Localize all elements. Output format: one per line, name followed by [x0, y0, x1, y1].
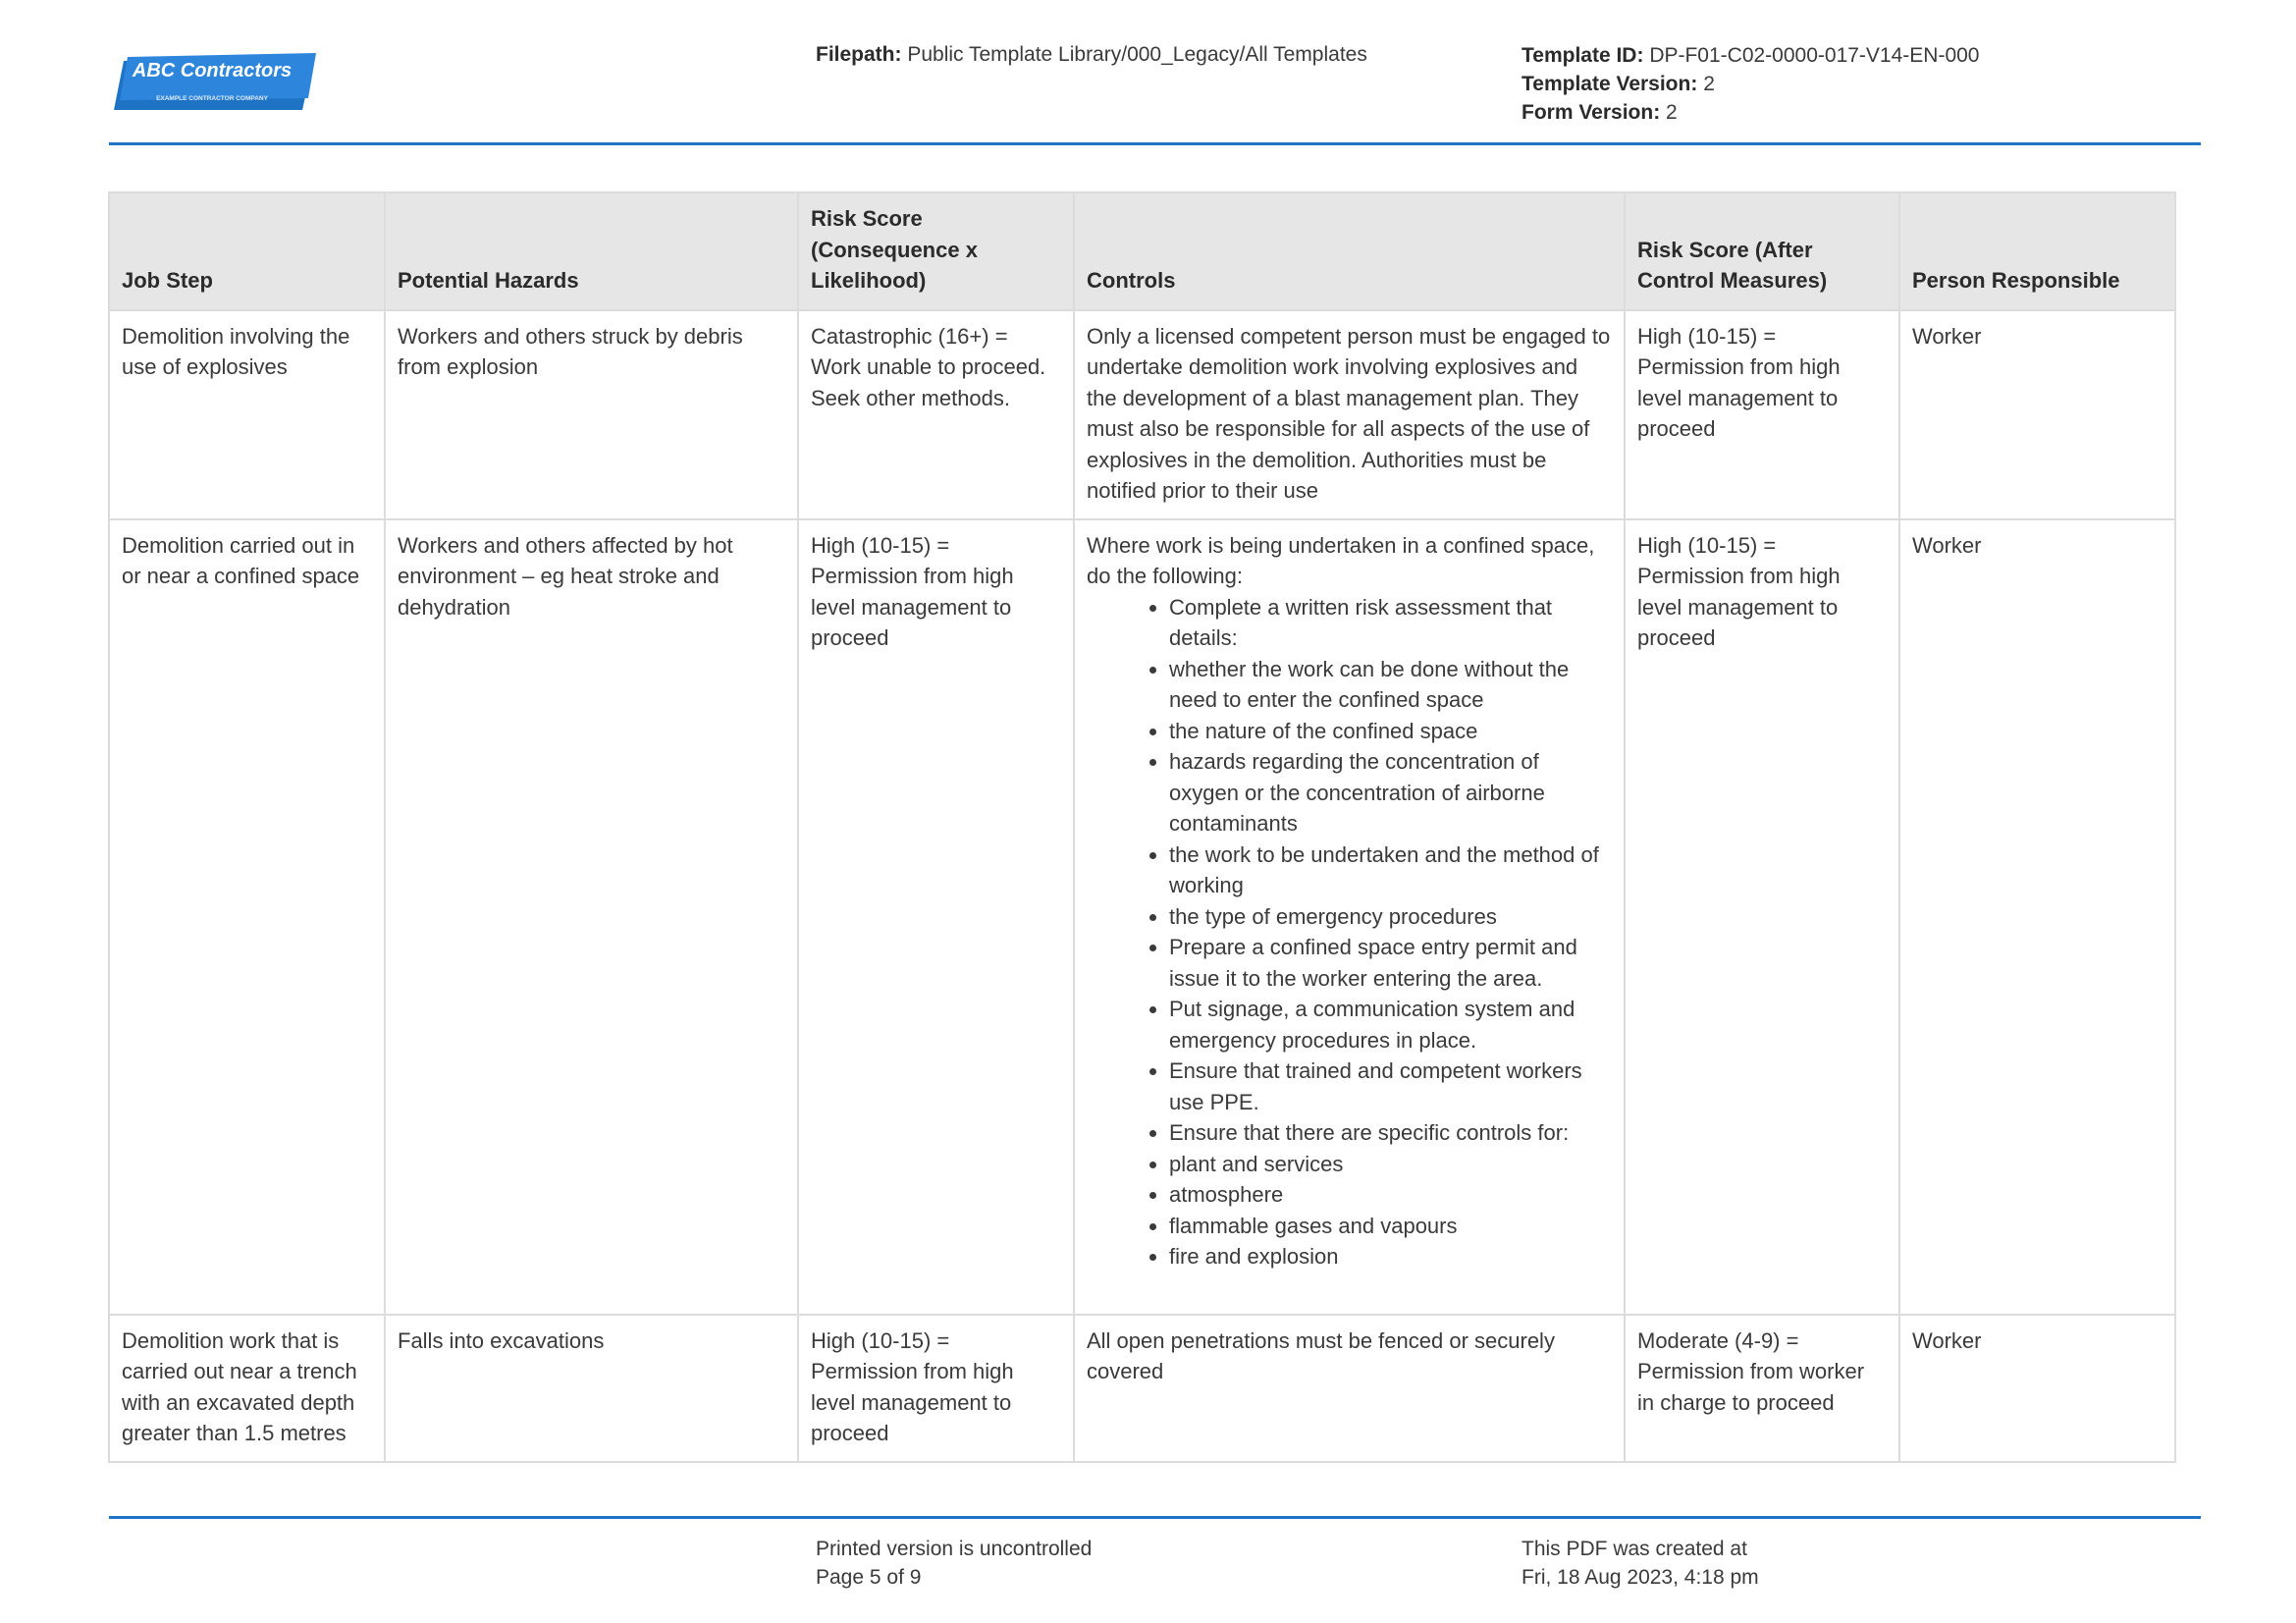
header-controls: Controls	[1074, 192, 1625, 310]
risk-assessment-table	[108, 191, 2176, 1463]
risk-score-cell: High (10-15) = Permission from high level management to proceed	[798, 519, 1074, 1315]
person-cell: Worker	[1899, 310, 2175, 519]
list-item: • fire and explosion	[1169, 1241, 1612, 1272]
job-step-cell: Demolition involving the use of explosives	[109, 310, 385, 519]
table-header-row	[109, 192, 2175, 310]
hazards-cell: Workers and others struck by debris from explosion	[385, 310, 798, 519]
list-item: • flammable gases and vapours	[1169, 1211, 1612, 1242]
form-version-value: 2	[1666, 101, 1678, 124]
filepath-label: Filepath:	[816, 43, 902, 66]
footer-left	[816, 1535, 1092, 1592]
header-risk-score-after: Risk Score (After Control Measures)	[1625, 192, 1899, 310]
job-step-cell: Demolition work that is carried out near a trench with an excavated depth greater than 1.5 metres	[109, 1315, 385, 1462]
list-item: • plant and services	[1169, 1149, 1612, 1180]
list-item: • Prepare a confined space entry permit and issue it to the worker entering the area.	[1169, 932, 1612, 994]
hazards-cell: Workers and others affected by hot environment – eg heat stroke and dehydration	[385, 519, 798, 1315]
form-version-label: Form Version:	[1522, 101, 1661, 124]
list-item: • Put signage, a communication system and emergency procedures in place.	[1169, 994, 1612, 1055]
list-item: • Ensure that trained and competent workers use PPE.	[1169, 1055, 1612, 1117]
header-person-responsible: Person Responsible	[1899, 192, 2175, 310]
table-row	[109, 1315, 2175, 1462]
list-item: • the nature of the confined space	[1169, 716, 1612, 747]
filepath-value: Public Template Library/000_Legacy/All Templates	[907, 43, 1367, 66]
risk-after-cell: High (10-15) = Permission from high level management to proceed	[1625, 310, 1899, 519]
list-item: • the work to be undertaken and the method of working	[1169, 839, 1612, 901]
list-item: • whether the work can be done without the need to enter the confined space	[1169, 654, 1612, 716]
risk-score-cell: Catastrophic (16+) = Work unable to proceed. Seek other methods.	[798, 310, 1074, 519]
list-item: • atmosphere	[1169, 1179, 1612, 1211]
logo-tagline: EXAMPLE CONTRACTOR COMPANY	[156, 95, 268, 102]
template-version	[1522, 70, 1979, 98]
created-timestamp: Fri, 18 Aug 2023, 4:18 pm	[1522, 1566, 1759, 1589]
controls-cell	[1074, 519, 1625, 1315]
page-number: Page 5 of 9	[816, 1566, 922, 1589]
logo-name: ABC Contractors	[132, 60, 293, 81]
template-version-label: Template Version:	[1522, 73, 1698, 95]
controls-cell	[1074, 310, 1625, 519]
job-step-cell: Demolition carried out in or near a confined space	[109, 519, 385, 1315]
company-logo-graphic	[110, 53, 316, 114]
list-item: • Ensure that there are specific controls for:	[1169, 1117, 1612, 1149]
hazards-cell: Falls into excavations	[385, 1315, 798, 1462]
table-row	[109, 519, 2175, 1315]
uncontrolled-notice: Printed version is uncontrolled	[816, 1538, 1093, 1560]
form-version	[1522, 98, 1979, 127]
person-cell: Worker	[1899, 519, 2175, 1315]
risk-after-cell: High (10-15) = Permission from high level management to proceed	[1625, 519, 1899, 1315]
header-job-step: Job Step	[109, 192, 385, 310]
person-cell: Worker	[1899, 1315, 2175, 1462]
list-item: • hazards regarding the concentration of oxygen or the concentration of airborne contaminants	[1169, 746, 1612, 839]
footer-divider	[109, 1516, 2201, 1519]
header-potential-hazards: Potential Hazards	[385, 192, 798, 310]
template-id-label: Template ID:	[1522, 44, 1644, 67]
filepath	[816, 41, 1367, 69]
controls-text: All open penetrations must be fenced or securely covered	[1087, 1327, 1555, 1383]
template-id-value: DP-F01-C02-0000-017-V14-EN-000	[1649, 44, 1980, 67]
header-risk-score: Risk Score (Consequence x Likelihood)	[798, 192, 1074, 310]
controls-cell	[1074, 1315, 1625, 1462]
template-id	[1522, 41, 1979, 70]
list-item: • Complete a written risk assessment that details:	[1169, 592, 1612, 654]
footer-right	[1522, 1535, 1759, 1592]
template-meta	[1522, 41, 1979, 127]
risk-score-cell: High (10-15) = Permission from high level management to proceed	[798, 1315, 1074, 1462]
template-version-value: 2	[1703, 73, 1715, 95]
created-label: This PDF was created at	[1522, 1538, 1747, 1560]
header-divider	[109, 142, 2201, 145]
controls-text: Where work is being undertaken in a confined space, do the following:	[1087, 532, 1595, 588]
table-row	[109, 310, 2175, 519]
controls-text: Only a licensed competent person must be engaged to undertake demolition work involving explosives and the development of a blast management plan. They must also be responsible for all aspects of the use of explosives in the demolition. Authorities must be notified prior to their use	[1087, 323, 1611, 503]
company-logo	[110, 53, 316, 114]
risk-after-cell: Moderate (4-9) = Permission from worker in charge to proceed	[1625, 1315, 1899, 1462]
list-item: • the type of emergency procedures	[1169, 901, 1612, 933]
controls-list	[1087, 592, 1612, 1272]
